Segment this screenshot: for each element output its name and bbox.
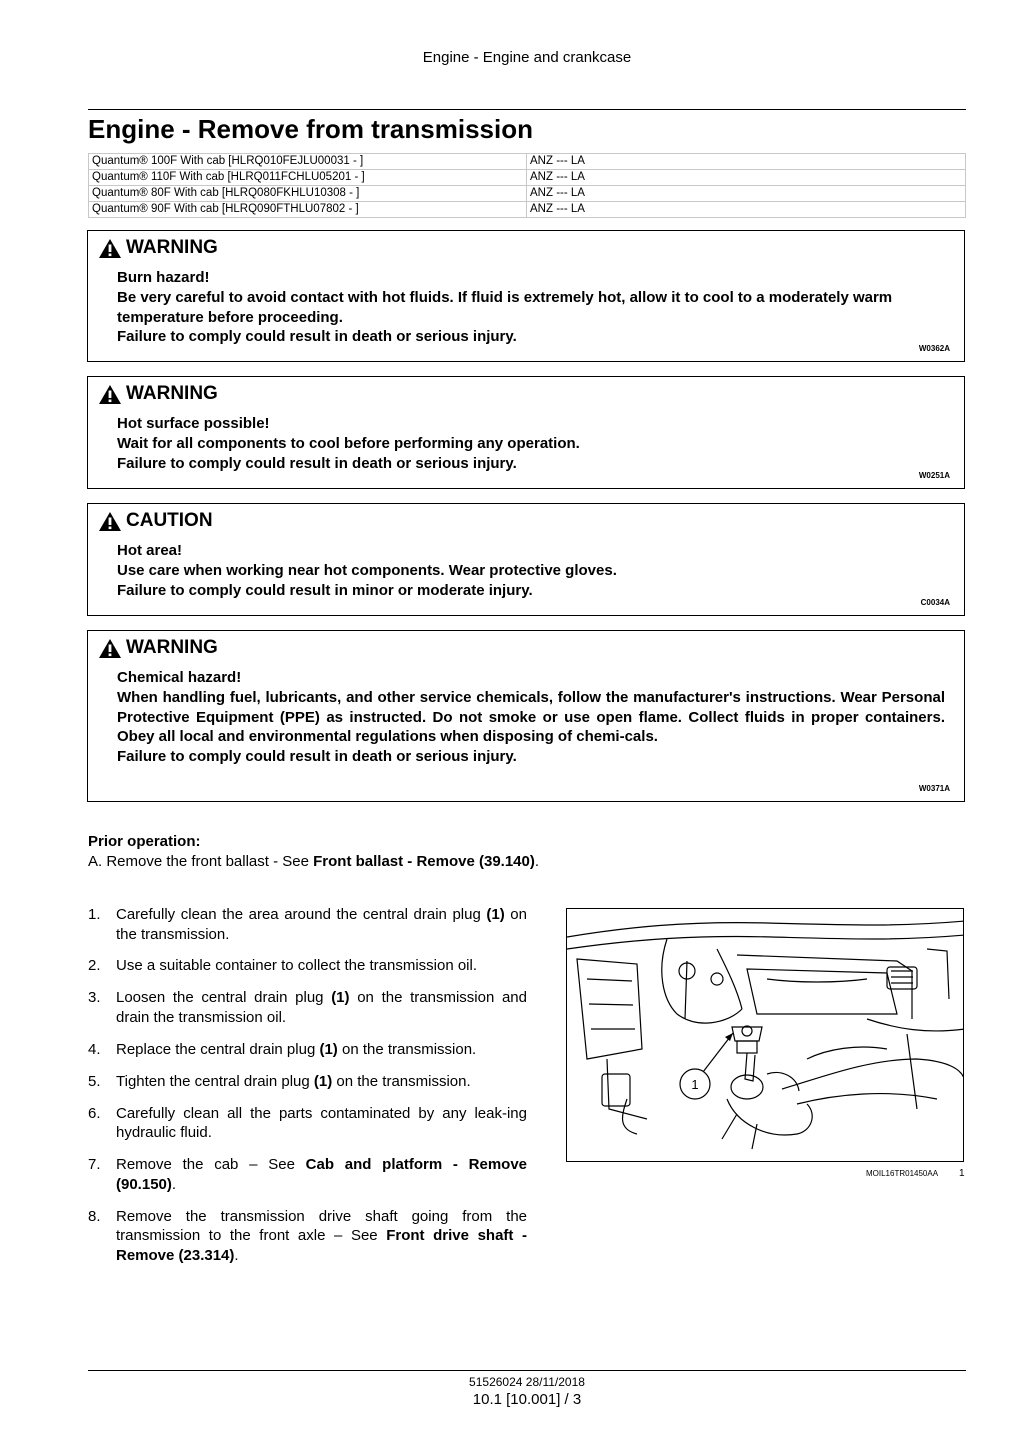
- step-number: 4.: [88, 1040, 101, 1058]
- step-text: Remove the transmission drive shaft going from the transmission to the front axle – See: [116, 1207, 527, 1245]
- hazard-message: [117, 541, 945, 600]
- warning-box-burn-hazard: [87, 230, 965, 362]
- region-cell: ANZ --- LA: [527, 170, 966, 186]
- transmission-drain-plug-illustration: [566, 908, 964, 1162]
- prior-operation-label: Prior operation:: [88, 833, 201, 850]
- hazard-line: Failure to comply could result in death or serious injury.: [117, 748, 517, 766]
- step-number: 8.: [88, 1207, 101, 1225]
- hazard-heading: [98, 510, 213, 532]
- step-emphasis: (1): [486, 906, 505, 923]
- prior-operation-text: [88, 852, 539, 872]
- hazard-level: CAUTION: [126, 510, 213, 531]
- step-text: Carefully clean all the parts contaminated by any leak-ing hydraulic fluid.: [116, 1104, 527, 1142]
- hazard-code: W0362A: [918, 344, 950, 353]
- warning-triangle-icon: [98, 238, 122, 259]
- step-text-end: on the transmission.: [332, 1072, 471, 1090]
- hazard-line: Be very careful to avoid contact with hot fluids. If fluid is extremely hot, allow it to cool to a moderately warm temperature before proceeding.: [117, 288, 893, 326]
- step-number: 5.: [88, 1072, 101, 1090]
- table-row: [89, 170, 966, 186]
- running-header: Engine - Engine and crankcase: [422, 49, 632, 66]
- table-row: [89, 186, 966, 202]
- hazard-line: Use care when working near hot components. Wear protective gloves.: [117, 561, 617, 579]
- step-text-end: .: [171, 1175, 177, 1193]
- list-item: [88, 1040, 527, 1060]
- hazard-line: Failure to comply could result in death or serious injury.: [117, 454, 517, 472]
- step-number: 2.: [88, 957, 101, 975]
- procedure-steps: [88, 905, 527, 1278]
- step-text: Use a suitable container to collect the transmission oil.: [116, 957, 478, 975]
- hazard-message: [117, 268, 945, 347]
- warning-triangle-icon: [98, 384, 122, 405]
- figure-caption: MOIL16TR01450AA: [866, 1169, 939, 1178]
- step-text: Loosen the central drain plug: [116, 989, 332, 1007]
- model-cell: Quantum® 110F With cab [HLRQ011FCHLU05201 - ]: [89, 170, 527, 186]
- prior-operation-step: A. Remove the front ballast - See: [88, 852, 314, 870]
- table-row: [89, 154, 966, 170]
- line-drawing: [567, 909, 964, 1162]
- hazard-line: Failure to comply could result in death or serious injury.: [117, 328, 517, 346]
- step-text: Carefully clean the area around the central drain plug: [116, 906, 487, 923]
- step-text-end: on the transmission.: [116, 906, 527, 943]
- punctuation: .: [534, 852, 540, 870]
- callout-number: 1: [691, 1077, 699, 1092]
- step-number: 7.: [88, 1156, 101, 1174]
- hazard-line: Failure to comply could result in minor or moderate injury.: [117, 581, 533, 599]
- list-item: [88, 1155, 527, 1194]
- header-rule: [88, 109, 966, 110]
- prior-operation: [88, 832, 539, 871]
- document-id: 51526024 28/11/2018: [469, 1375, 585, 1389]
- hazard-level: WARNING: [126, 237, 218, 258]
- caution-box-hot-area: [87, 503, 965, 616]
- step-emphasis: (1): [313, 1072, 333, 1090]
- list-item: [88, 988, 527, 1027]
- warning-box-chemical-hazard: [87, 630, 965, 802]
- hazard-code: W0251A: [918, 471, 950, 480]
- hazard-heading: [98, 383, 218, 405]
- step-emphasis: (1): [331, 989, 350, 1007]
- hazard-level: WARNING: [126, 637, 218, 658]
- hazard-heading: [98, 637, 218, 659]
- hazard-line: Hot area!: [117, 542, 183, 559]
- list-item: [88, 1207, 527, 1266]
- step-number: 3.: [88, 989, 101, 1007]
- region-cell: ANZ --- LA: [527, 186, 966, 202]
- step-text: Remove the cab – See: [116, 1156, 306, 1174]
- list-item: [88, 905, 527, 944]
- hazard-line: Burn hazard!: [117, 269, 210, 286]
- region-cell: ANZ --- LA: [527, 154, 966, 170]
- step-emphasis: Front drive shaft - Remove (23.314): [116, 1227, 527, 1264]
- warning-triangle-icon: [98, 638, 122, 659]
- hazard-heading: [98, 237, 218, 259]
- step-emphasis: Cab and platform - Remove (90.150): [116, 1156, 527, 1193]
- model-applicability-table: [88, 153, 966, 218]
- model-cell: Quantum® 100F With cab [HLRQ010FEJLU00031 - ]: [89, 154, 527, 170]
- page-title: Engine - Remove from transmission: [88, 114, 533, 144]
- step-text-end: .: [234, 1246, 239, 1264]
- hazard-code: W0371A: [918, 784, 950, 793]
- hazard-line: Chemical hazard!: [117, 669, 242, 686]
- prior-operation-reference: Front ballast - Remove (39.140): [313, 852, 535, 870]
- figure-number: 1: [959, 1168, 965, 1179]
- hazard-message: [117, 668, 945, 767]
- warning-box-hot-surface: [87, 376, 965, 489]
- step-text-end: on the transmission.: [337, 1040, 477, 1058]
- hazard-line: When handling fuel, lubricants, and other service chemicals, follow the manufacturer's instructions. Wear Personal Protective Equipment (PPE) as instructed. Do not smoke or use open flame. Collect fluids in proper containers. Obey all local and environmental regulations when disposing of chemi-cals.: [117, 688, 945, 746]
- hazard-code: C0034A: [920, 598, 950, 607]
- page-number: 10.1 [10.001] / 3: [472, 1391, 582, 1408]
- hazard-line: Wait for all components to cool before performing any operation.: [117, 434, 580, 452]
- step-text: Tighten the central drain plug: [116, 1072, 314, 1090]
- step-number: 6.: [88, 1104, 101, 1122]
- model-cell: Quantum® 90F With cab [HLRQ090FTHLU07802 - ]: [89, 202, 527, 218]
- region-cell: ANZ --- LA: [527, 202, 966, 218]
- step-number: 1.: [88, 906, 101, 923]
- list-item: [88, 1072, 527, 1092]
- hazard-message: [117, 414, 945, 473]
- list-item: [88, 1104, 527, 1143]
- list-item: [88, 956, 527, 976]
- hazard-level: WARNING: [126, 383, 218, 404]
- model-cell: Quantum® 80F With cab [HLRQ080FKHLU10308 - ]: [89, 186, 527, 202]
- step-text-end: on the transmission and drain the transmission oil.: [116, 989, 527, 1026]
- warning-triangle-icon: [98, 511, 122, 532]
- step-emphasis: (1): [319, 1040, 338, 1058]
- footer-rule: [88, 1370, 966, 1371]
- table-row: [89, 202, 966, 218]
- step-text: Replace the central drain plug: [116, 1040, 320, 1058]
- hazard-line: Hot surface possible!: [117, 415, 270, 432]
